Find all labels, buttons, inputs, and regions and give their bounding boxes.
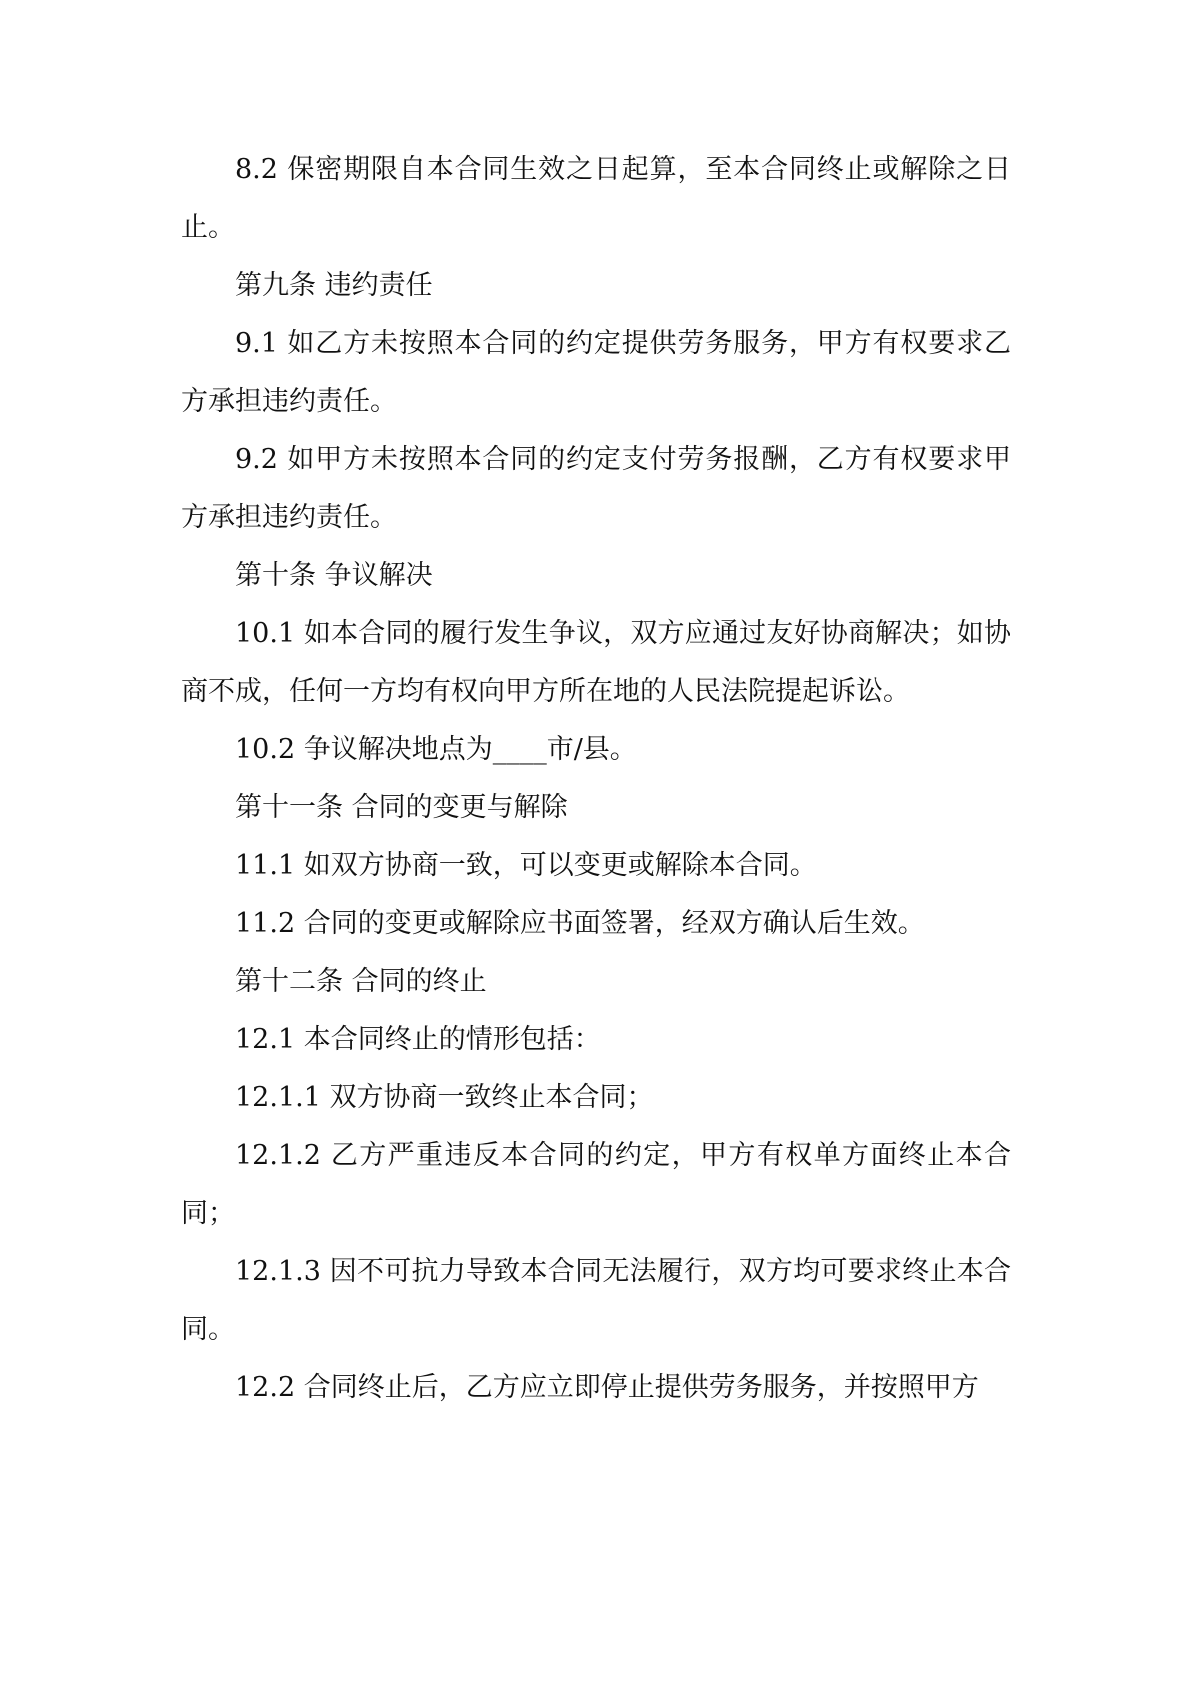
clause-12-1-2: 12.1.2 乙方严重违反本合同的约定，甲方有权单方面终止本合同；	[181, 1140, 1011, 1229]
clause-11-2: 11.2 合同的变更或解除应书面签署，经双方确认后生效。	[235, 908, 925, 939]
article-9-heading: 第九条 违约责任	[235, 270, 433, 301]
clause-9-1: 9.1 如乙方未按照本合同的约定提供劳务服务，甲方有权要求乙方承担违约责任。	[181, 328, 1011, 417]
clause-12-1: 12.1 本合同终止的情形包括：	[235, 1024, 601, 1055]
clause-12-1-1: 12.1.1 双方协商一致终止本合同；	[235, 1082, 654, 1113]
clause-10-2: 10.2 争议解决地点为____市/县。	[235, 734, 637, 765]
clause-8-2: 8.2 保密期限自本合同生效之日起算，至本合同终止或解除之日止。	[181, 154, 1011, 243]
article-10-heading: 第十条 争议解决	[235, 560, 433, 591]
clause-10-1: 10.1 如本合同的履行发生争议，双方应通过友好协商解决；如协商不成，任何一方均有权向甲方所在地的人民法院提起诉讼。	[181, 618, 1011, 707]
clause-9-2: 9.2 如甲方未按照本合同的约定支付劳务报酬，乙方有权要求甲方承担违约责任。	[181, 444, 1011, 533]
article-11-heading: 第十一条 合同的变更与解除	[235, 792, 568, 823]
clause-11-1: 11.1 如双方协商一致，可以变更或解除本合同。	[235, 850, 817, 881]
document-body	[181, 141, 1011, 1417]
article-12-heading: 第十二条 合同的终止	[235, 966, 487, 997]
clause-12-2: 12.2 合同终止后，乙方应立即停止提供劳务服务，并按照甲方	[235, 1372, 979, 1403]
clause-12-1-3: 12.1.3 因不可抗力导致本合同无法履行，双方均可要求终止本合同。	[181, 1256, 1011, 1345]
